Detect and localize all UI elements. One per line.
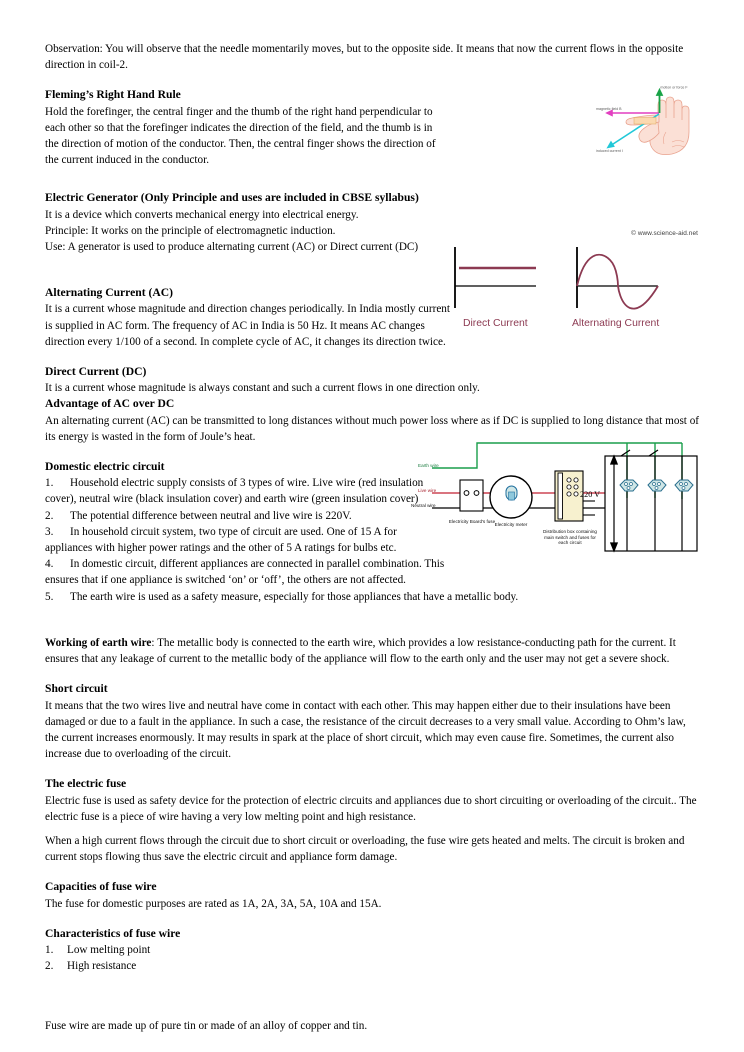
earth-wire-text: Earth wire	[418, 463, 439, 468]
label-board-fuse: Electricity Board's fuse	[448, 519, 496, 524]
waveform-svg	[440, 230, 700, 318]
generator-line-1: It is a device which converts mechanical energy into electrical energy.	[45, 208, 359, 221]
spacer	[45, 912, 700, 926]
flemings-body-paragraph: Hold the forefinger, the central finger and the thumb of the right hand perpendicular to each other so that the forefinger indicates the direction of the field, and the thumb is in the direction of motion of the conductor. Then, the central finger shows the direction of the current induced in the conductor.	[45, 105, 436, 167]
label-earth-wire	[418, 463, 439, 469]
list-number: 5.	[45, 590, 54, 603]
heading-advantage-ac-over-dc: Advantage of AC over DC	[45, 397, 175, 411]
list-number: 3.	[45, 525, 54, 538]
list-number: 4.	[45, 558, 54, 571]
flemings-right-hand-rule-diagram	[596, 84, 704, 164]
generator-line-2: Principle: It works on the principle of electromagnetic induction.	[45, 224, 336, 237]
spacer	[45, 762, 700, 776]
label-neutral-wire	[411, 503, 436, 509]
working-of-earth-wire-paragraph	[45, 635, 700, 667]
neutral-wire-text: Neutral wire	[411, 503, 436, 508]
list-item	[45, 508, 445, 524]
domestic-electric-circuit-diagram	[411, 423, 708, 568]
heading-flemings-right-hand-rule: Fleming’s Right Hand Rule	[45, 88, 181, 102]
list-text: The earth wire is used as a safety measure, especially for those appliances that have a metallic body.	[70, 590, 519, 603]
list-item	[45, 475, 445, 507]
working-earth-wire-body: : The metallic body is connected to the earth wire, which provides a low resistance-conducting path for the current. It ensures that any leakage of current to the metallic body of the appliance will flow to the earth only and the user may not get a severe shock.	[45, 636, 676, 666]
direct-current-body: It is a current whose magnitude is always constant and such a current flows in one direction only.	[45, 382, 480, 395]
direct-current-label: Direct Current	[463, 318, 528, 329]
list-text: High resistance	[67, 960, 137, 973]
capacities-body: The fuse for domestic purposes are rated as 1A, 2A, 3A, 5A, 10A and 15A.	[45, 897, 382, 910]
list-number: 2.	[45, 960, 54, 973]
figure-credit: © www.science-aid.net	[631, 230, 698, 237]
heading-alternating-current: Alternating Current (AC)	[45, 286, 173, 300]
spacer	[45, 825, 700, 833]
list-text: The potential difference between neutral and live wire is 220V.	[70, 509, 352, 522]
alternating-current-label: Alternating Current	[572, 318, 660, 329]
list-item	[45, 589, 700, 605]
list-number: 1.	[45, 477, 54, 490]
alternating-current-body: It is a current whose magnitude and direction changes periodically. In India mostly current is supplied in AC form. The frequency of AC in India is 50 Hz. It means AC changes direction every 1/100 of a second. In complete cycle of AC, it changes its direction twice.	[45, 303, 450, 348]
heading-direct-current: Direct Current (DC)	[45, 365, 147, 379]
list-item	[45, 942, 700, 958]
svg-text:motion or force F: motion or force F	[660, 85, 688, 90]
list-number: 2.	[45, 509, 54, 522]
spacer	[45, 667, 700, 681]
electric-fuse-paragraph-2: When a high current flows through the circuit due to short circuit or overloading, the fuse wire gets heated and melts. The circuit is broken and current stops flowing thus save the electric circuit and appliance form damage.	[45, 834, 685, 864]
generator-line-3: Use: A generator is used to produce alternating current (AC) or Direct current (DC)	[45, 241, 419, 254]
heading-domestic-electric-circuit: Domestic electric circuit	[45, 460, 165, 474]
live-wire-text: Live wire	[418, 488, 437, 493]
short-circuit-body: It means that the two wires live and neutral have come in contact with each other. This may happen either due to their insulations have been damaged or due to a fault in the appliance. In such a case, the resistance of the circuit decreases to a very small value. According to Ohm’s law, the current increases enormously. It may results in spark at the place of short circuit, which may even cause fire. Sometimes, the current also increase due to overloading of the circuit.	[45, 699, 686, 761]
heading-capacities-of-fuse-wire: Capacities of fuse wire	[45, 880, 157, 894]
label-voltage-220v: 220 V	[580, 490, 601, 499]
label-live-wire	[418, 488, 436, 494]
spacer	[45, 974, 700, 1004]
inline-heading-working-earth-wire: Working of earth wire	[45, 636, 152, 649]
spacer	[45, 168, 700, 190]
advantage-body: An alternating current (AC) can be transmitted to long distances without much power loss where as if DC is supplied to long distance that most of its energy is wasted in the form of Joule’s heat.	[45, 414, 700, 443]
observation-paragraph: Observation: You will observe that the needle momentarily moves, but to the opposite side. It means that now the current flows in the opposite direction in coil-2.	[45, 43, 684, 72]
heading-characteristics-of-fuse-wire: Characteristics of fuse wire	[45, 926, 181, 940]
list-text: In domestic circuit, different appliances are connected in parallel combination. This ensures that if one appliance is switched ‘on’ or ‘off’, the others are not affected.	[45, 558, 445, 587]
list-item	[45, 958, 700, 974]
heading-electric-generator: Electric Generator (Only Principle and uses are included in CBSE syllabus)	[45, 191, 419, 205]
list-item	[45, 556, 445, 588]
ac-dc-waveform-diagram	[440, 230, 700, 338]
label-distribution-box: Distribution box containing main switch and fuses for each circuit	[543, 529, 597, 546]
svg-text:magnetic field B: magnetic field B	[596, 107, 622, 111]
spacer	[45, 605, 700, 635]
closing-paragraph: Fuse wire are made up of pure tin or made of an alloy of copper and tin.	[45, 1020, 368, 1033]
list-text: Household electric supply consists of 3 types of wire. Live wire (red insulation cover), neutral wire (black insulation cover) and earth wire (green insulation cover)	[45, 477, 424, 506]
heading-short-circuit: Short circuit	[45, 682, 108, 696]
spacer	[45, 1004, 700, 1018]
domestic-circuit-list	[45, 475, 445, 588]
svg-text:induced current I: induced current I	[596, 149, 623, 153]
electric-fuse-paragraph-1: Electric fuse is used as safety device for the protection of electric circuits and appliances due to short circuiting or overloading of the circuit.. The electric fuse is a piece of wire having a very low melting point and high resistance.	[45, 794, 697, 823]
list-text: Low melting point	[67, 943, 151, 956]
spacer	[45, 865, 700, 879]
spacer	[45, 350, 700, 364]
circuit-svg	[420, 423, 708, 568]
label-electricity-meter: Electricity meter	[494, 522, 528, 527]
heading-electric-fuse: The electric fuse	[45, 777, 127, 791]
list-item	[45, 524, 445, 556]
list-number: 1.	[45, 943, 54, 956]
list-text: In household circuit system, two type of circuit are used. One of 15 A for appliances with higher power ratings and the other of 5 A ratings for bulbs etc.	[45, 525, 397, 555]
